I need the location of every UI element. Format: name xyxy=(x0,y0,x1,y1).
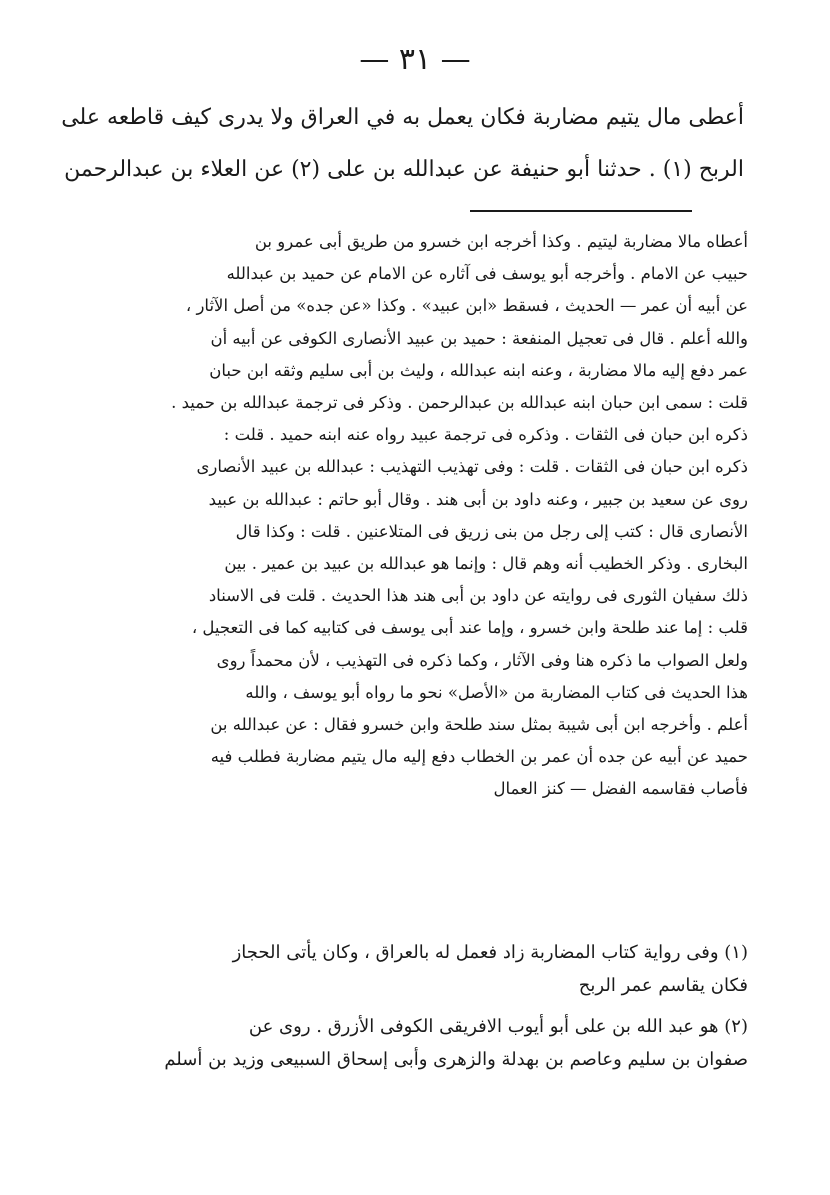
commentary-block xyxy=(86,226,748,806)
footnotes xyxy=(86,936,748,1084)
commentary-line: حبيب عن الامام . وأخرجه أبو يوسف فى آثاره عن الامام عن حميد بن عبدالله xyxy=(226,264,748,284)
footnote-1 xyxy=(86,936,748,1002)
commentary-line: ذكره ابن حبان فى الثقات . قلت : وفى تهذيب التهذيب : عبدالله بن عبيد الأنصارى xyxy=(196,457,748,477)
commentary-line: ذكره ابن حبان فى الثقات . وذكره فى ترجمة عبيد رواه عنه ابنه حميد . قلت : xyxy=(223,425,748,445)
commentary-line: هذا الحديث فى كتاب المضاربة من «الأصل» نحو ما رواه أبو يوسف ، والله xyxy=(245,682,748,702)
footnote-2 xyxy=(86,1010,748,1076)
main-text-line: الربح (١) . حدثنا أبو حنيفة عن عبدالله بن على (٢) عن العلاء بن عبدالرحمن xyxy=(64,157,744,182)
commentary-line: الأنصارى قال : كتب إلى رجل من بنى زريق فى المتلاعنين . قلت : وكذا قال xyxy=(235,521,748,541)
commentary-line: البخارى . وذكر الخطيب أنه وهم قال : وإنما هو عبدالله بن عبيد بن عمير . بين xyxy=(224,554,748,574)
footnote-line: (١) وفى رواية كتاب المضاربة زاد فعمل له بالعراق ، وكان يأتى الحجاز xyxy=(232,942,748,963)
footnote-line: فكان يقاسم عمر الربح xyxy=(578,975,748,996)
separator-rule xyxy=(470,210,692,212)
commentary-line: ذلك سفيان الثورى فى روايته عن داود بن أبى هند هذا الحديث . قلت فى الاسناد xyxy=(208,586,748,606)
commentary-line: فأصاب فقاسمه الفضل — كنز العمال xyxy=(493,779,748,799)
footnote-line: (٢) هو عبد الله بن على أبو أيوب الافريقى الكوفى الأزرق . روى عن xyxy=(248,1016,748,1037)
commentary-line: والله أعلم . قال فى تعجيل المنفعة : حميد بن عبيد الأنصارى الكوفى عن أبيه أن xyxy=(210,328,748,348)
commentary-line: روى عن سعيد بن جبير ، وعنه داود بن أبى هند . وقال أبو حاتم : عبدالله بن عبيد xyxy=(208,489,748,509)
footnote-line: صفوان بن سليم وعاصم بن بهدلة والزهرى وأبى إسحاق السبيعى وزيد بن أسلم xyxy=(164,1049,748,1070)
commentary-line: عمر دفع إليه مالا مضاربة ، وعنه ابنه عبدالله ، وليث بن أبى سليم وثقه ابن حبان xyxy=(209,360,748,380)
main-text xyxy=(61,92,744,196)
commentary-line: عن أبيه أن عمر — الحديث ، فسقط «ابن عبيد» . وكذا «عن جده» من أصل الآثار ، xyxy=(185,296,748,316)
commentary-line: ولعل الصواب ما ذكره هنا وفى الآثار ، وكما ذكره فى التهذيب ، لأن محمداً روى xyxy=(216,650,748,670)
commentary-line: أعطاه مالا مضاربة ليتيم . وكذا أخرجه ابن خسرو من طريق أبى عمرو بن xyxy=(254,232,748,251)
main-text-line: أعطى مال يتيم مضاربة فكان يعمل به في العراق ولا يدرى كيف قاطعه على xyxy=(61,105,744,130)
commentary-line: قلت : سمى ابن حبان ابنه عبدالله بن عبدالرحمن . وذكر فى ترجمة عبدالله بن حميد . xyxy=(171,393,748,413)
page-number: — ٣١ — xyxy=(359,42,471,77)
commentary-line: أعلم . وأخرجه ابن أبى شيبة بمثل سند طلحة وابن خسرو فقال : عن عبدالله بن xyxy=(210,715,748,735)
commentary-line: حميد عن أبيه عن جده أن عمر بن الخطاب دفع إليه مال يتيم مضاربة فطلب فيه xyxy=(210,747,748,767)
commentary-line: قلب : إما عند طلحة وابن خسرو ، وإما عند أبى يوسف فى كتابيه كما فى التعجيل ، xyxy=(191,618,748,638)
